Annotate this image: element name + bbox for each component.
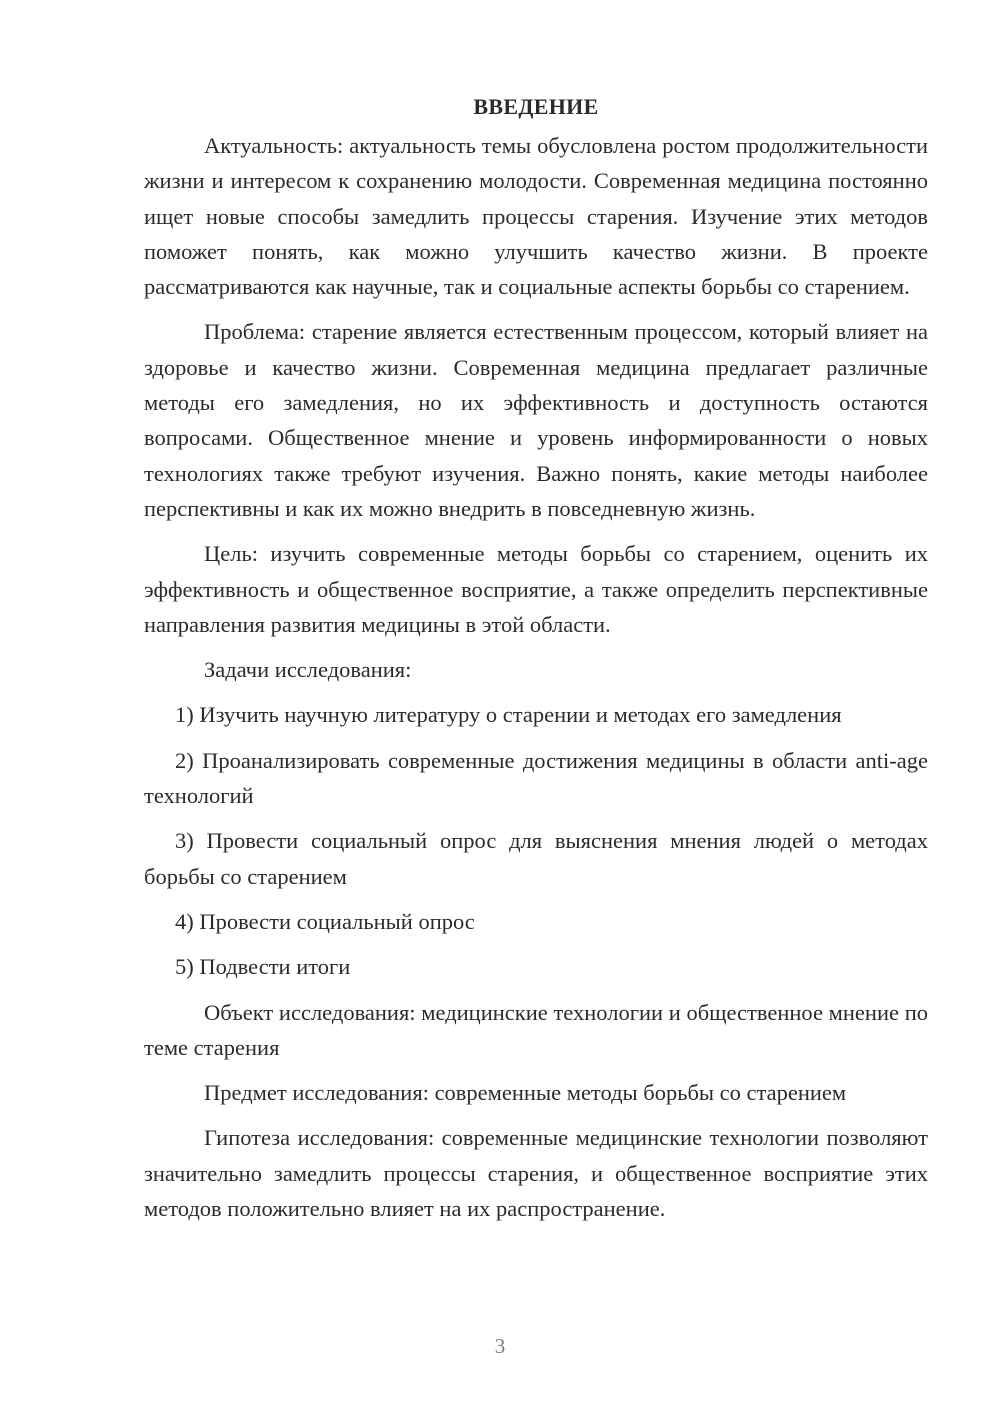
task-item-2: 2) Проанализировать современные достижения медицины в области anti-age технологий [144,747,928,809]
problem-paragraph: Проблема: старение является естественным процессом, который влияет на здоровье и качество жизни. Современная медицина предлагает различные методы его замедления, но их эффективность и доступность остаются вопросами. Общественное мнение и уровень информированности о новых технологиях также требуют изучения. Важно понять, какие методы наиболее перспективны и как их можно внедрить в повседневную жизнь. [144,319,928,521]
task-item-3: 3) Провести социальный опрос для выяснения мнения людей о методах борьбы со старением [144,828,928,889]
goal-paragraph: Цель: изучить современные методы борьбы со старением, оценить их эффективность и общественное восприятие, а также определить перспективные направления развития медицины в этой области. [144,541,928,637]
subject-paragraph: Предмет исследования: современные методы борьбы со старением [204,1080,847,1106]
page-number: 3 [494,1334,506,1358]
relevance-paragraph: Актуальность: актуальность темы обусловлена ростом продолжительности жизни и интересом к сохранению молодости. Современная медицина постоянно ищет новые способы замедлить процессы старения. Изучение этих методов поможет понять, как можно улучшить качество жизни. В проекте рассматриваются как научные, так и социальные аспекты борьбы со старением. [144,133,928,300]
tasks-heading: Задачи исследования: [204,657,412,683]
task-item-1: 1) Изучить научную литературу о старении и методах его замедления [175,702,842,728]
section-heading: ВВЕДЕНИЕ [473,94,599,119]
object-paragraph: Объект исследования: медицинские технологии и общественное мнение по теме старения [144,999,928,1060]
document-page [144,92,928,1236]
task-item-4: 4) Провести социальный опрос [175,908,475,934]
task-item-5: 5) Подвести итоги [175,954,351,980]
hypothesis-paragraph: Гипотеза исследования: современные медицинские технологии позволяют значительно замедлить процессы старения, и общественное восприятие этих методов положительно влияет на их распространение. [144,1125,928,1222]
